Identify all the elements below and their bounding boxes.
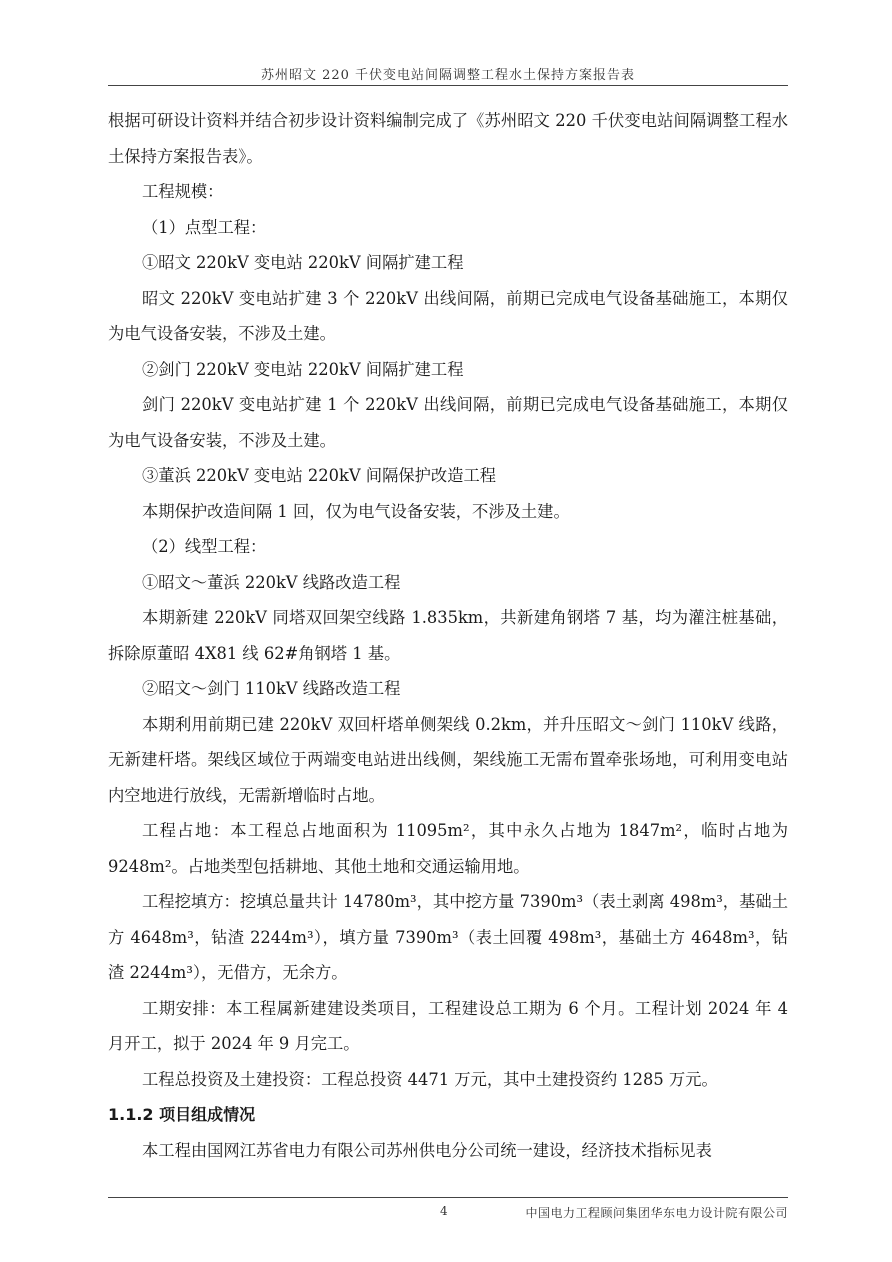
footer-organization: 中国电力工程顾问集团华东电力设计院有限公司 bbox=[525, 1206, 788, 1220]
paragraph-line2-title: ②昭文～剑门 110kV 线路改造工程 bbox=[142, 679, 401, 698]
paragraph-investment: 工程总投资及土建投资：工程总投资 4471 万元，其中土建投资约 1285 万元。 bbox=[142, 1069, 718, 1089]
paragraph-earthwork: 工程挖填方：挖填总量共计 14780m³，其中挖方量 7390m³（表土剥离 498m³，基础土方 4648m³，钻渣 2244m³），填方量 7390m³（表土回覆 498m³，基础土方 4648m³，钻渣 2244m³），无借方，无余方。 bbox=[108, 892, 788, 982]
paragraph-dongbang-substation-title: ③董浜 220kV 变电站 220kV 间隔保护改造工程 bbox=[142, 466, 497, 485]
page-header-title: 苏州昭文 220 千伏变电站间隔调整工程水土保持方案报告表 bbox=[260, 68, 636, 83]
paragraph-zhaowen-substation-title: ①昭文 220kV 变电站 220kV 间隔扩建工程 bbox=[142, 253, 464, 272]
header-divider bbox=[108, 85, 788, 86]
paragraph-line-projects: （2）线型工程： bbox=[142, 537, 267, 556]
paragraph-line1-title: ①昭文～董浜 220kV 线路改造工程 bbox=[142, 572, 401, 592]
paragraph-composition: 本工程由国网江苏省电力有限公司苏州供电分公司统一建设，经济技术指标见表 bbox=[142, 1140, 712, 1160]
paragraph-jianmen-substation-desc: 剑门 220kV 变电站扩建 1 个 220kV 出线间隔，前期已完成电气设备基础施工，本期仅为电气设备安装，不涉及土建。 bbox=[108, 395, 788, 450]
paragraph-dongbang-substation-desc: 本期保护改造间隔 1 回，仅为电气设备安装，不涉及土建。 bbox=[142, 501, 570, 521]
paragraph-scale-label: 工程规模： bbox=[142, 182, 224, 201]
paragraph-zhaowen-substation-desc: 昭文 220kV 变电站扩建 3 个 220kV 出线间隔，前期已完成电气设备基础施工，本期仅为电气设备安装，不涉及土建。 bbox=[108, 288, 788, 343]
page-number: 4 bbox=[440, 1204, 448, 1218]
document-body bbox=[108, 103, 788, 1168]
paragraph-point-projects: （1）点型工程： bbox=[142, 217, 267, 237]
paragraph-land-use: 工程占地：本工程总占地面积为 11095m²，其中永久占地为 1847m²，临时占地为 9248m²。占地类型包括耕地、其他土地和交通运输用地。 bbox=[108, 821, 788, 876]
footer-divider bbox=[108, 1197, 788, 1198]
paragraph-line2-desc: 本期利用前期已建 220kV 双回杆塔单侧架线 0.2km，并升压昭文～剑门 110kV 线路，无新建杆塔。架线区域位于两端变电站进出线侧，架线施工无需布置牵张场地，可利用变电站内空地进行放线，无需新增临时占地。 bbox=[108, 714, 788, 805]
paragraph-jianmen-substation-title: ②剑门 220kV 变电站 220kV 间隔扩建工程 bbox=[142, 359, 464, 379]
paragraph-intro: 根据可研设计资料并结合初步设计资料编制完成了《苏州昭文 220 千伏变电站间隔调整工程水土保持方案报告表》。 bbox=[108, 111, 788, 166]
section-heading: 1.1.2 项目组成情况 bbox=[108, 1105, 256, 1124]
paragraph-line1-desc: 本期新建 220kV 同塔双回架空线路 1.835km，共新建角钢塔 7 基，均为灌注桩基础，拆除原董昭 4X81 线 62#角钢塔 1 基。 bbox=[108, 608, 788, 663]
paragraph-schedule: 工期安排：本工程属新建建设类项目，工程建设总工期为 6 个月。工程计划 2024 年 4 月开工，拟于 2024 年 9 月完工。 bbox=[108, 998, 788, 1053]
